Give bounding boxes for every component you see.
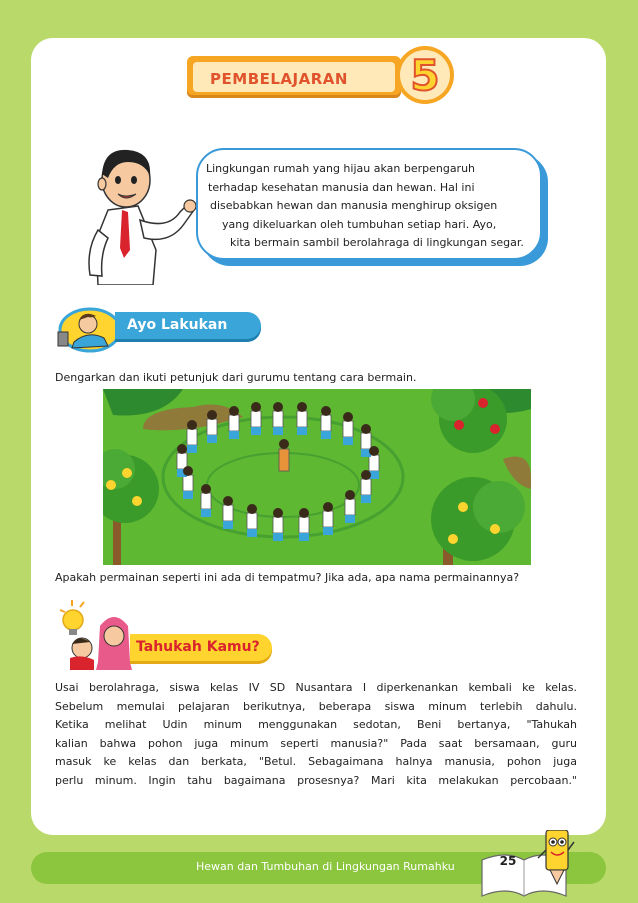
ayo-lakukan-icon [52, 302, 122, 354]
boy-illustration [78, 140, 198, 285]
lesson-banner [187, 56, 401, 98]
speech-text [200, 160, 540, 253]
speech-line: kita bermain sambil berolahraga di lingkungan segar. [230, 236, 524, 249]
lightbulb-children-icon [58, 598, 138, 670]
story-line: perlu minum. Ingin tahu bagaimana prosesnya? Mari kita melakukan percobaan." [55, 773, 577, 787]
ayo-lakukan-title: Ayo Lakukan [127, 317, 228, 333]
instruction-text: Dengarkan dan ikuti petunjuk dari gurumu tentang cara bermain. [55, 371, 417, 384]
tahukah-kamu-header [130, 634, 272, 664]
lesson-number-badge [394, 44, 456, 106]
speech-line: terhadap kesehatan manusia dan hewan. Hal ini [208, 180, 475, 194]
lesson-title: PEMBELAJARAN [210, 70, 348, 88]
story-line: masuk ke kelas dan berkata, "Betul. Sebagaimana halnya manusia, pohon juga [55, 755, 577, 768]
story-paragraph [55, 679, 577, 790]
story-line: Ketika melihat Udin minum menggunakan sedotan, Beni bertanya, "Tahukah [55, 718, 577, 731]
circle-game-illustration [103, 389, 531, 565]
page-number: 25 [499, 854, 517, 868]
story-line: Usai berolahraga, siswa kelas IV SD Nusantara I diperkenankan kembali ke kelas. [55, 681, 577, 694]
lesson-number: 5 [410, 51, 440, 100]
speech-line: Lingkungan rumah yang hijau akan berpengaruh [206, 162, 476, 175]
speech-line: yang dikeluarkan oleh tumbuhan setiap hari. Ayo, [222, 217, 497, 231]
footer-title: Hewan dan Tumbuhan di Lingkungan Rumahku [196, 860, 455, 873]
ayo-lakukan-header [115, 312, 261, 342]
tahukah-kamu-title: Tahukah Kamu? [136, 639, 260, 655]
story-line: kalian bahwa pohon juga minum seperti manusia?" Pada saat bersamaan, guru [55, 736, 577, 750]
question-text: Apakah permainan seperti ini ada di tempatmu? Jika ada, apa nama permainannya? [55, 571, 520, 584]
story-line: Sebelum memulai pelajaran berikutnya, beberapa siswa minum terlebih dahulu. [55, 699, 577, 713]
speech-line: disebabkan hewan dan manusia menghirup oksigen [210, 199, 498, 212]
